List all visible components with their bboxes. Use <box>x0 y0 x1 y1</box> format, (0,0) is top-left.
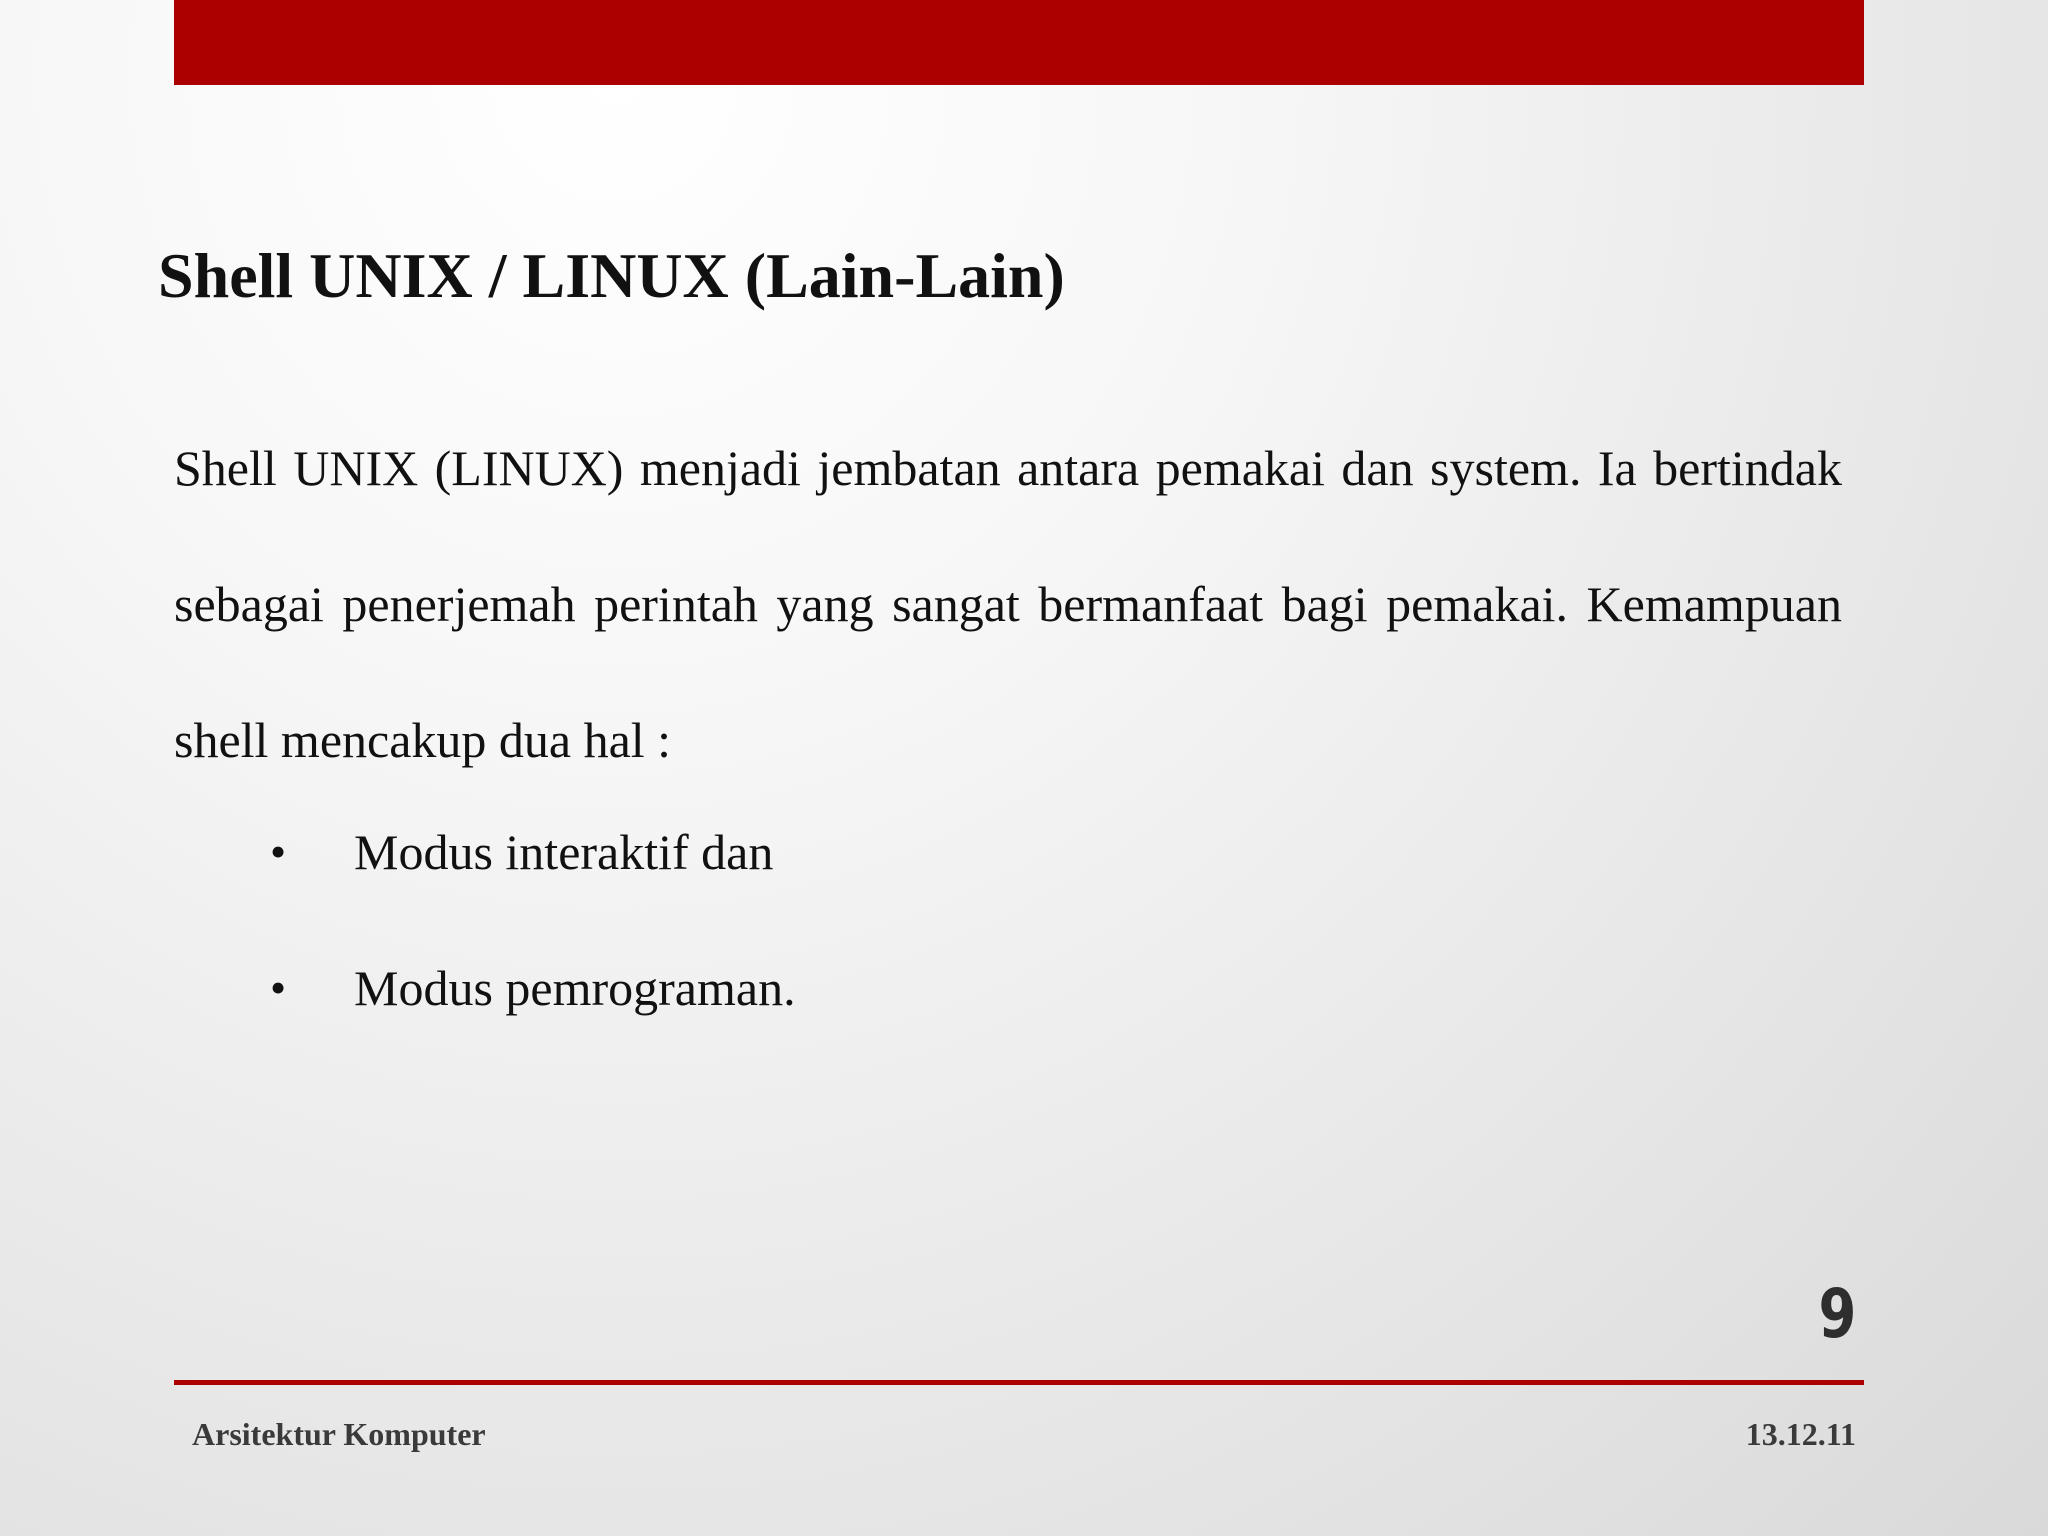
slide-title: Shell UNIX / LINUX (Lain-Lain) <box>158 240 1065 311</box>
bullet-marker: • <box>270 962 287 1013</box>
page-number: 9 <box>1818 1275 1856 1354</box>
body-paragraph: Shell UNIX (LINUX) menjadi jembatan antara pemakai dan system. Ia bertindak sebagai penerjemah perintah yang sangat bermanfaat bagi pemakai. Kemampuan shell mencakup dua hal : <box>174 440 1842 768</box>
top-accent-bar <box>174 0 1864 85</box>
bullet-text: Modus pemrograman. <box>354 960 796 1016</box>
footer-divider <box>174 1380 1864 1385</box>
footer-course-title: Arsitektur Komputer <box>192 1416 486 1452</box>
bullet-marker: • <box>270 826 287 877</box>
bullet-text: Modus interaktif dan <box>354 824 774 880</box>
footer-date: 13.12.11 <box>1745 1416 1856 1452</box>
